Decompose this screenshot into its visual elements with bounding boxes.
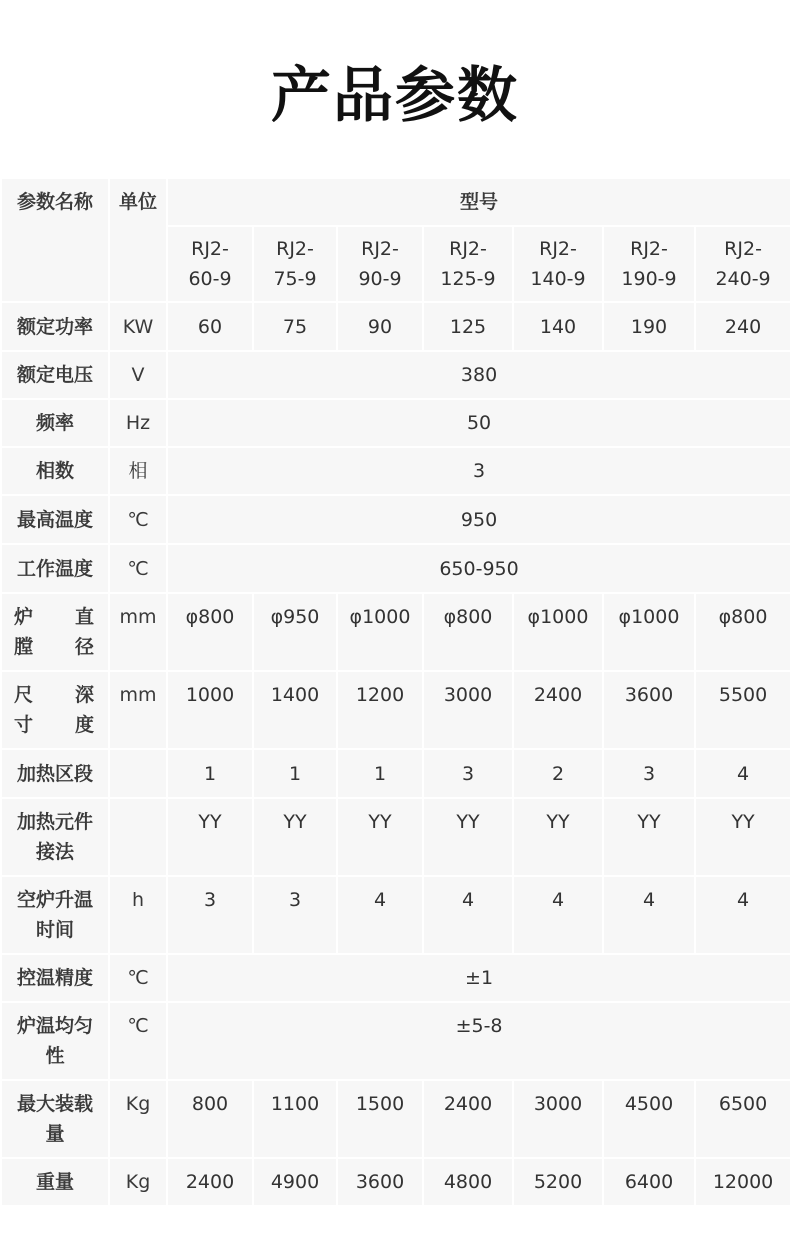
value-cell: φ800 [167,593,253,671]
chamber-depth-label [1,671,109,749]
value-cell: φ1000 [513,593,603,671]
model-cell: RJ2- 190-9 [603,226,695,302]
value-cell: 1 [167,749,253,798]
value-cell: 3000 [513,1080,603,1158]
row-label: 加热区段 [1,749,109,798]
table-row [1,399,790,447]
value-cell: 3000 [423,671,513,749]
spanned-value-cell: 50 [167,399,790,447]
value-cell: 6500 [695,1080,790,1158]
value-cell: 800 [167,1080,253,1158]
value-cell: YY [337,798,423,876]
value-cell: φ800 [695,593,790,671]
value-cell: 190 [603,302,695,351]
value-cell: 1500 [337,1080,423,1158]
depth-label-char: 度 [74,714,94,736]
chamber-label-char: 尺 [14,684,34,706]
value-cell: φ1000 [337,593,423,671]
value-cell: 1200 [337,671,423,749]
model-cell: RJ2- 60-9 [167,226,253,302]
value-cell: YY [253,798,337,876]
value-cell: 4 [603,876,695,954]
row-label: 工作温度 [1,544,109,593]
table-row [1,495,790,544]
row-label: 额定功率 [1,302,109,351]
table-row [1,749,790,798]
spanned-value-cell: ±1 [167,954,790,1002]
row-unit: ℃ [109,1002,167,1080]
value-cell: 1400 [253,671,337,749]
model-cell: RJ2- 75-9 [253,226,337,302]
header-unit: 单位 [109,178,167,302]
row-label: 频率 [1,399,109,447]
row-unit: mm [109,593,167,671]
value-cell: 3 [423,749,513,798]
value-cell: 2400 [513,671,603,749]
value-cell: 1 [253,749,337,798]
value-cell: 140 [513,302,603,351]
product-params-table [0,177,790,1207]
model-cell: RJ2- 125-9 [423,226,513,302]
value-cell: YY [423,798,513,876]
table-row [1,876,790,954]
header-row [1,178,790,226]
value-cell: YY [603,798,695,876]
model-cell: RJ2- 240-9 [695,226,790,302]
chamber-label-char: 炉 [14,606,34,628]
value-cell: φ950 [253,593,337,671]
value-cell: 4 [695,876,790,954]
table-row [1,798,790,876]
diameter-label-char: 直 [74,606,94,628]
row-unit: 相 [109,447,167,495]
page-title: 产品参数 [271,61,519,131]
value-cell: YY [167,798,253,876]
chamber-label-char: 寸 [14,714,34,736]
value-cell: 5500 [695,671,790,749]
diameter-label-char: 径 [74,636,94,658]
value-cell: 2400 [167,1158,253,1206]
value-cell: 1000 [167,671,253,749]
table-row [1,954,790,1002]
value-cell: 2400 [423,1080,513,1158]
model-cell: RJ2- 90-9 [337,226,423,302]
header-param-name: 参数名称 [1,178,109,302]
row-label: 空炉升温 时间 [1,876,109,954]
spanned-value-cell: 3 [167,447,790,495]
value-cell: 3 [603,749,695,798]
row-unit [109,798,167,876]
row-unit: ℃ [109,954,167,1002]
value-cell: 3 [167,876,253,954]
value-cell: 125 [423,302,513,351]
model-cell: RJ2- 140-9 [513,226,603,302]
row-label: 控温精度 [1,954,109,1002]
table-row [1,1158,790,1206]
value-cell: YY [513,798,603,876]
value-cell: φ800 [423,593,513,671]
value-cell: 3600 [603,671,695,749]
value-cell: 4 [423,876,513,954]
value-cell: 4800 [423,1158,513,1206]
value-cell: 5200 [513,1158,603,1206]
chamber-diameter-label [1,593,109,671]
row-label: 炉温均匀 性 [1,1002,109,1080]
row-unit: Kg [109,1080,167,1158]
value-cell: φ1000 [603,593,695,671]
value-cell: 2 [513,749,603,798]
value-cell: 4500 [603,1080,695,1158]
row-unit: h [109,876,167,954]
spanned-value-cell: 380 [167,351,790,399]
value-cell: 4900 [253,1158,337,1206]
row-label: 最大装载 量 [1,1080,109,1158]
header-model: 型号 [167,178,790,226]
row-unit: ℃ [109,544,167,593]
row-label: 额定电压 [1,351,109,399]
value-cell: 1 [337,749,423,798]
row-label: 重量 [1,1158,109,1206]
table-row [1,302,790,351]
row-label: 最高温度 [1,495,109,544]
value-cell: 60 [167,302,253,351]
value-cell: 4 [513,876,603,954]
chamber-label-char: 膛 [14,636,34,658]
table-row [1,351,790,399]
table-row [1,1002,790,1080]
table-row [1,1080,790,1158]
row-unit: mm [109,671,167,749]
table-row [1,544,790,593]
value-cell: 6400 [603,1158,695,1206]
value-cell: 75 [253,302,337,351]
row-unit: KW [109,302,167,351]
row-unit: Kg [109,1158,167,1206]
table-row [1,671,790,749]
spanned-value-cell: 650-950 [167,544,790,593]
spanned-value-cell: ±5-8 [167,1002,790,1080]
row-label: 加热元件 接法 [1,798,109,876]
row-unit: V [109,351,167,399]
value-cell: 3600 [337,1158,423,1206]
value-cell: 3 [253,876,337,954]
spanned-value-cell: 950 [167,495,790,544]
value-cell: 240 [695,302,790,351]
table-row [1,593,790,671]
value-cell: 12000 [695,1158,790,1206]
row-unit [109,749,167,798]
value-cell: 90 [337,302,423,351]
row-unit: Hz [109,399,167,447]
value-cell: 4 [337,876,423,954]
table-row [1,447,790,495]
value-cell: 1100 [253,1080,337,1158]
value-cell: 4 [695,749,790,798]
value-cell: YY [695,798,790,876]
depth-label-char: 深 [74,684,94,706]
row-unit: ℃ [109,495,167,544]
row-label: 相数 [1,447,109,495]
